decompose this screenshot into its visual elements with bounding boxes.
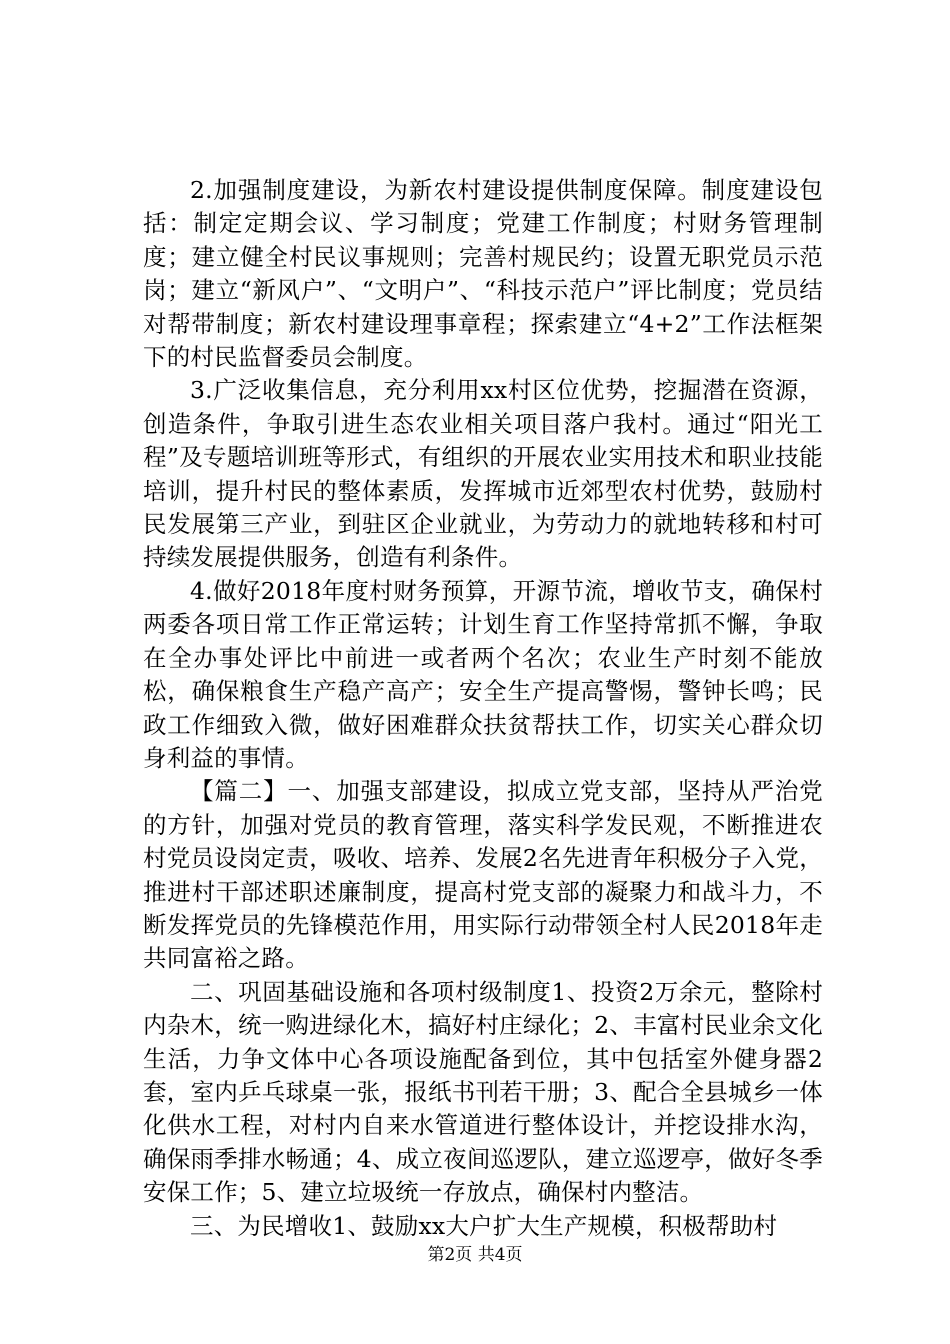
paragraph-infrastructure: 二、巩固基础设施和各项村级制度1、投资2万余元，整除村内杂木，统一购进绿化木，搞好村庄绿化；2、丰富村民业余文化生活，力争文体中心各项设施配备到位，其中包括室外健身器2套，室内乒乓球桌一张，报纸书刊若干册；3、配合全县城乡一体化供水工程，对村内自来水管道进行整体设计，并挖设排水沟，确保雨季排水畅通；4、成立夜间巡逻队，建立巡逻亭，做好冬季安保工作；5、建立垃圾统一存放点，确保村内整洁。 [143, 977, 823, 1207]
paragraph-item-3: 3.广泛收集信息，充分利用xx村区位优势，挖掘潜在资源，创造条件，争取引进生态农业相关项目落户我村。通过“阳光工程”及专题培训班等形式，有组织的开展农业实用技术和职业技能培训，提升村民的整体素质，发挥城市近郊型农村优势，鼓励村民发展第三产业，到驻区企业就业，为劳动力的就地转移和村可持续发展提供服务，创造有利条件。 [143, 376, 823, 572]
paragraph-item-4: 4.做好2018年度村财务预算，开源节流，增收节支，确保村两委各项日常工作正常运转；计划生育工作坚持常抓不懈，争取在全办事处评比中前进一或者两个名次；农业生产时刻不能放松，确保粮食生产稳产高产；安全生产提高警惕，警钟长鸣；民政工作细致入微，做好困难群众扶贫帮扶工作，切实关心群众切身利益的事情。 [143, 576, 823, 772]
paragraph-section-two: 【篇二】一、加强支部建设，拟成立党支部，坚持从严治党的方针，加强对党员的教育管理，落实科学发民观，不断推进农村党员设岗定责，吸收、培养、发展2名先进青年积极分子入党，推进村干部述职述廉制度，提高村党支部的凝聚力和战斗力，不断发挥党员的先锋模范作用，用实际行动带领全村人民2018年走共同富裕之路。 [143, 777, 823, 973]
paragraph-item-2: 2.加强制度建设，为新农村建设提供制度保障。制度建设包括：制定定期会议、学习制度；党建工作制度；村财务管理制度；建立健全村民议事规则；完善村规民约；设置无职党员示范岗；建立“新风户”、“文明户”、“科技示范户”评比制度；党员结对帮带制度；新农村建设理事章程；探索建立“4+2”工作法框架下的村民监督委员会制度。 [143, 176, 823, 372]
document-body [143, 174, 823, 1243]
paragraph-income: 三、为民增收1、鼓励xx大户扩大生产规模，积极帮助村 [190, 1211, 778, 1240]
page-number-footer: 第2页 共4页 [427, 1245, 523, 1265]
